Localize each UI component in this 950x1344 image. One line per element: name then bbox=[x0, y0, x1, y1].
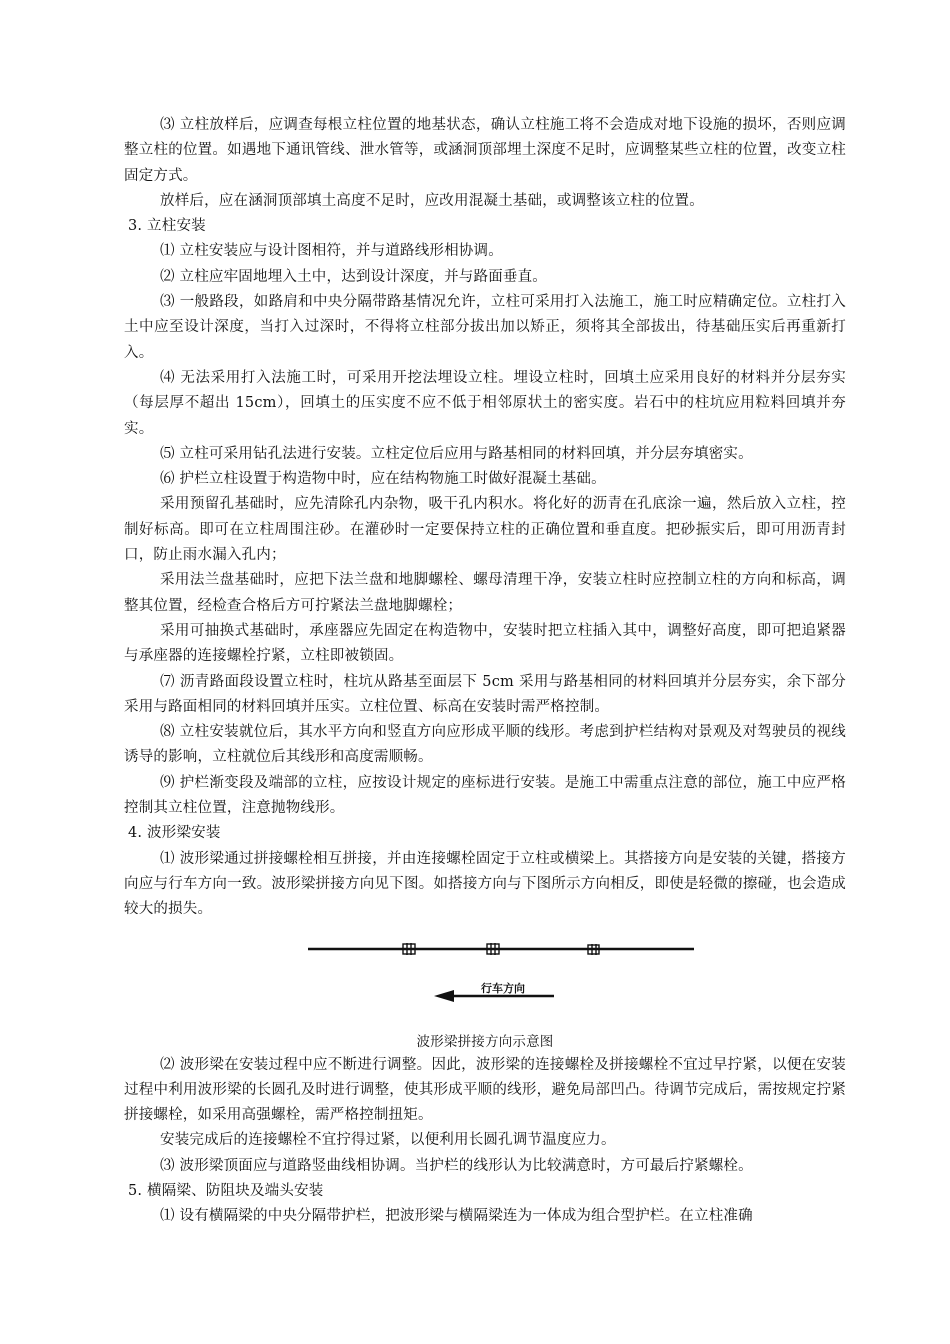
section-heading: 5. 横隔梁、防阻块及端头安装 bbox=[128, 1182, 324, 1199]
paragraph: ⑻ 立柱安装就位后，其水平方向和竖直方向应形成平顺的线形。考虑到护栏结构对景观及对驾驶员的视线诱导的影响，立柱就位后其线形和高度需顺畅。 bbox=[124, 724, 846, 766]
splice-direction-figure bbox=[124, 931, 846, 1053]
arrow-label: 行车方向 bbox=[481, 981, 525, 995]
section-heading: 4. 波形梁安装 bbox=[128, 825, 221, 842]
text-section-top bbox=[124, 113, 846, 923]
paragraph: ⑼ 护栏渐变段及端部的立柱，应按设计规定的座标进行安装。是施工中需重点注意的部位，施工中应严格控制其立柱位置，注意抛物线形。 bbox=[124, 774, 846, 817]
paragraph: ⑶ 波形梁顶面应与道路竖曲线相协调。当护栏的线形认为比较满意时，方可最后拧紧螺栓。 bbox=[160, 1157, 753, 1174]
text-section-bottom bbox=[124, 1053, 846, 1230]
figure-caption: 波形梁拼接方向示意图 bbox=[416, 1033, 554, 1050]
paragraph: 放样后，应在涵洞顶部填土高度不足时，应改用混凝土基础，或调整该立柱的位置。 bbox=[160, 192, 704, 209]
paragraph: ⑹ 护栏立柱设置于构造物中时，应在结构物施工时做好混凝土基础。 bbox=[160, 471, 606, 488]
section-heading: 3. 立柱安装 bbox=[128, 218, 206, 235]
paragraph: ⑴ 波形梁通过拼接螺栓相互拼接，并由连接螺栓固定于立柱或横梁上。其搭接方向是安装的关键，搭接方向应与行车方向一致。波形梁拼接方向见下图。如搭接方向与下图所示方向相反，即使是轻微的擦碰，也会造成较大的损失。 bbox=[124, 850, 846, 918]
paragraph: 采用可抽换式基础时，承座器应先固定在构造物中，安装时把立柱插入其中，调整好高度，即可把追紧器与承座器的连接螺栓拧紧，立柱即被锁固。 bbox=[124, 622, 846, 665]
paragraph: ⑶ 一般路段，如路肩和中央分隔带路基情况允许，立柱可采用打入法施工，施工时应精确定位。立柱打入土中应至设计深度，当打入过深时，不得将立柱部分拔出加以矫正，须将其全部拔出，待基础压实后再重新打入。 bbox=[124, 294, 846, 361]
paragraph: 采用预留孔基础时，应先清除孔内杂物，吸干孔内积水。将化好的沥青在孔底涂一遍，然后放入立柱，控制好标高。即可在立柱周围注砂。在灌砂时一定要保持立柱的正确位置和垂直度。把砂振实后，即可用沥青封口，防止雨水漏入孔内； bbox=[124, 496, 846, 564]
paragraph: ⑶ 立柱放样后，应调查每根立柱位置的地基状态，确认立柱施工将不会造成对地下设施的损坏，否则应调整立柱的位置。如遇地下通讯管线、泄水管等，或涵洞顶部埋土深度不足时，应调整某些立柱的位置，改变立柱固定方式。 bbox=[124, 117, 846, 184]
paragraph: ⑷ 无法采用打入法施工时，可采用开挖法埋设立柱。埋设立柱时，回填土应采用良好的材料并分层夯实（每层厚不超出 15cm），回填土的压实度不应不低于相邻原状土的密实度。岩石中的柱坑应用粒料回填并夯实。 bbox=[124, 369, 846, 437]
paragraph: 采用法兰盘基础时，应把下法兰盘和地脚螺栓、螺母清理干净，安装立柱时应控制立柱的方向和标高，调整其位置，经检查合格后方可拧紧法兰盘地脚螺栓； bbox=[124, 572, 846, 614]
paragraph: ⑸ 立柱可采用钻孔法进行安装。立柱定位后应用与路基相同的材料回填，并分层夯填密实。 bbox=[160, 445, 753, 462]
direction-arrow-head bbox=[434, 990, 454, 1002]
paragraph: 安装完成后的连接螺栓不宜拧得过紧，以便利用长圆孔调节温度应力。 bbox=[160, 1132, 616, 1149]
paragraph: ⑴ 立柱安装应与设计图相符，并与道路线形相协调。 bbox=[160, 243, 503, 260]
paragraph: ⑺ 沥青路面段设置立柱时，柱坑从路基至面层下 5cm 采用与路基相同的材料回填并分层夯实，余下部分采用与路面相同的材料回填并压实。立柱位置、标高在安装时需严格控制。 bbox=[124, 673, 846, 715]
paragraph: ⑵ 波形梁在安装过程中应不断进行调整。因此，波形梁的连接螺栓及拼接螺栓不宜过早拧紧，以便在安装过程中利用波形梁的长圆孔及时进行调整，使其形成平顺的线形，避免局部凹凸。待调节完成后，需按规定拧紧拼接螺栓，如采用高强螺栓，需严格控制扭矩。 bbox=[124, 1056, 846, 1124]
paragraph: ⑴ 设有横隔梁的中央分隔带护栏，把波形梁与横隔梁连为一体成为组合型护栏。在立柱准确 bbox=[160, 1208, 753, 1225]
document-body bbox=[124, 113, 846, 1230]
paragraph: ⑵ 立柱应牢固地埋入土中，达到设计深度，并与路面垂直。 bbox=[160, 268, 548, 285]
